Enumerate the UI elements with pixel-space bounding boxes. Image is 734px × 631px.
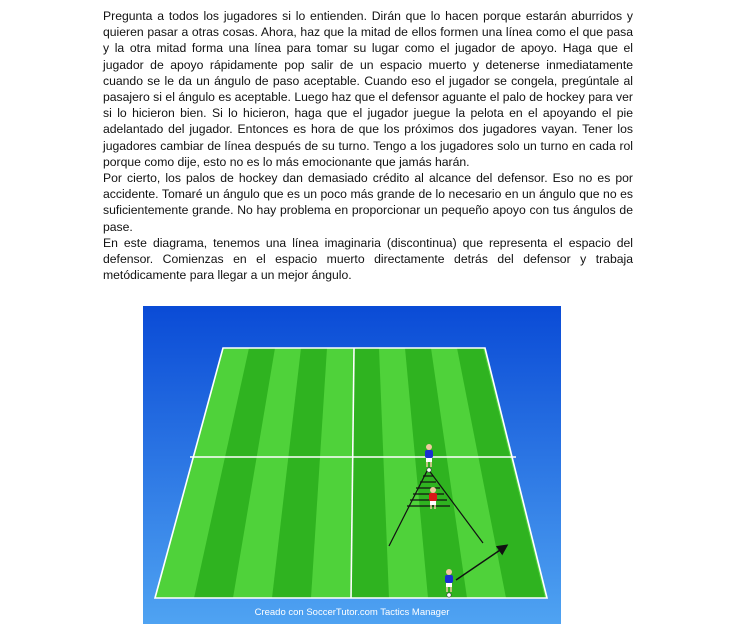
paragraph-2: Por cierto, los palos de hockey dan demasiado crédito al alcance del defensor. Eso no es por accidente. Tomaré un ángulo que es un poco más grande de lo necesario en un ángulo que no es suficientemente grande. No hay problema en proporcionar un pequeño apoyo con tus ángulos de pase. [103,171,633,234]
diagram-caption: Creado con SoccerTutor.com Tactics Manager [254,607,450,618]
paragraph-3: En este diagrama, tenemos una línea imaginaria (discontinua) que representa el espacio del defensor. Comienzas en el espacio muerto directamente detrás del defensor y trabaja metódicamente para llegar a un mejor ángulo. [103,235,633,283]
tactics-diagram [143,306,561,624]
body-text [103,8,633,283]
paragraph-1: Pregunta a todos los jugadores si lo entienden. Dirán que lo hacen porque estarán aburridos y quieren pasar a otras cosas. Ahora, haz que la mitad de ellos formen una línea como el que pasa y la otra mitad forma una línea para tomar su lugar como el jugador de apoyo. Haga que el jugador de apoyo rápidamente pop salir de un espacio muerto y detenerse inmediatamente cuando se le da un ángulo de paso aceptable. Cuando eso el jugador se congela, pregúntale al pasajero si el ángulo es aceptable. Luego haz que el defensor aguante el palo de hockey para ver si lo hicieron bien. Si lo hicieron, haga que el jugador juegue la pelota en el apoyando el pie adelantado del jugador. Entonces es hora de que los próximos dos jugadores vayan. Tener los jugadores cambiar de línea después de su turno. Tengo a los jugadores solo un turno en cada rol porque como dije, esto no es lo más emocionante que jamás harán. [103,9,633,169]
pitch-figure [143,306,561,624]
